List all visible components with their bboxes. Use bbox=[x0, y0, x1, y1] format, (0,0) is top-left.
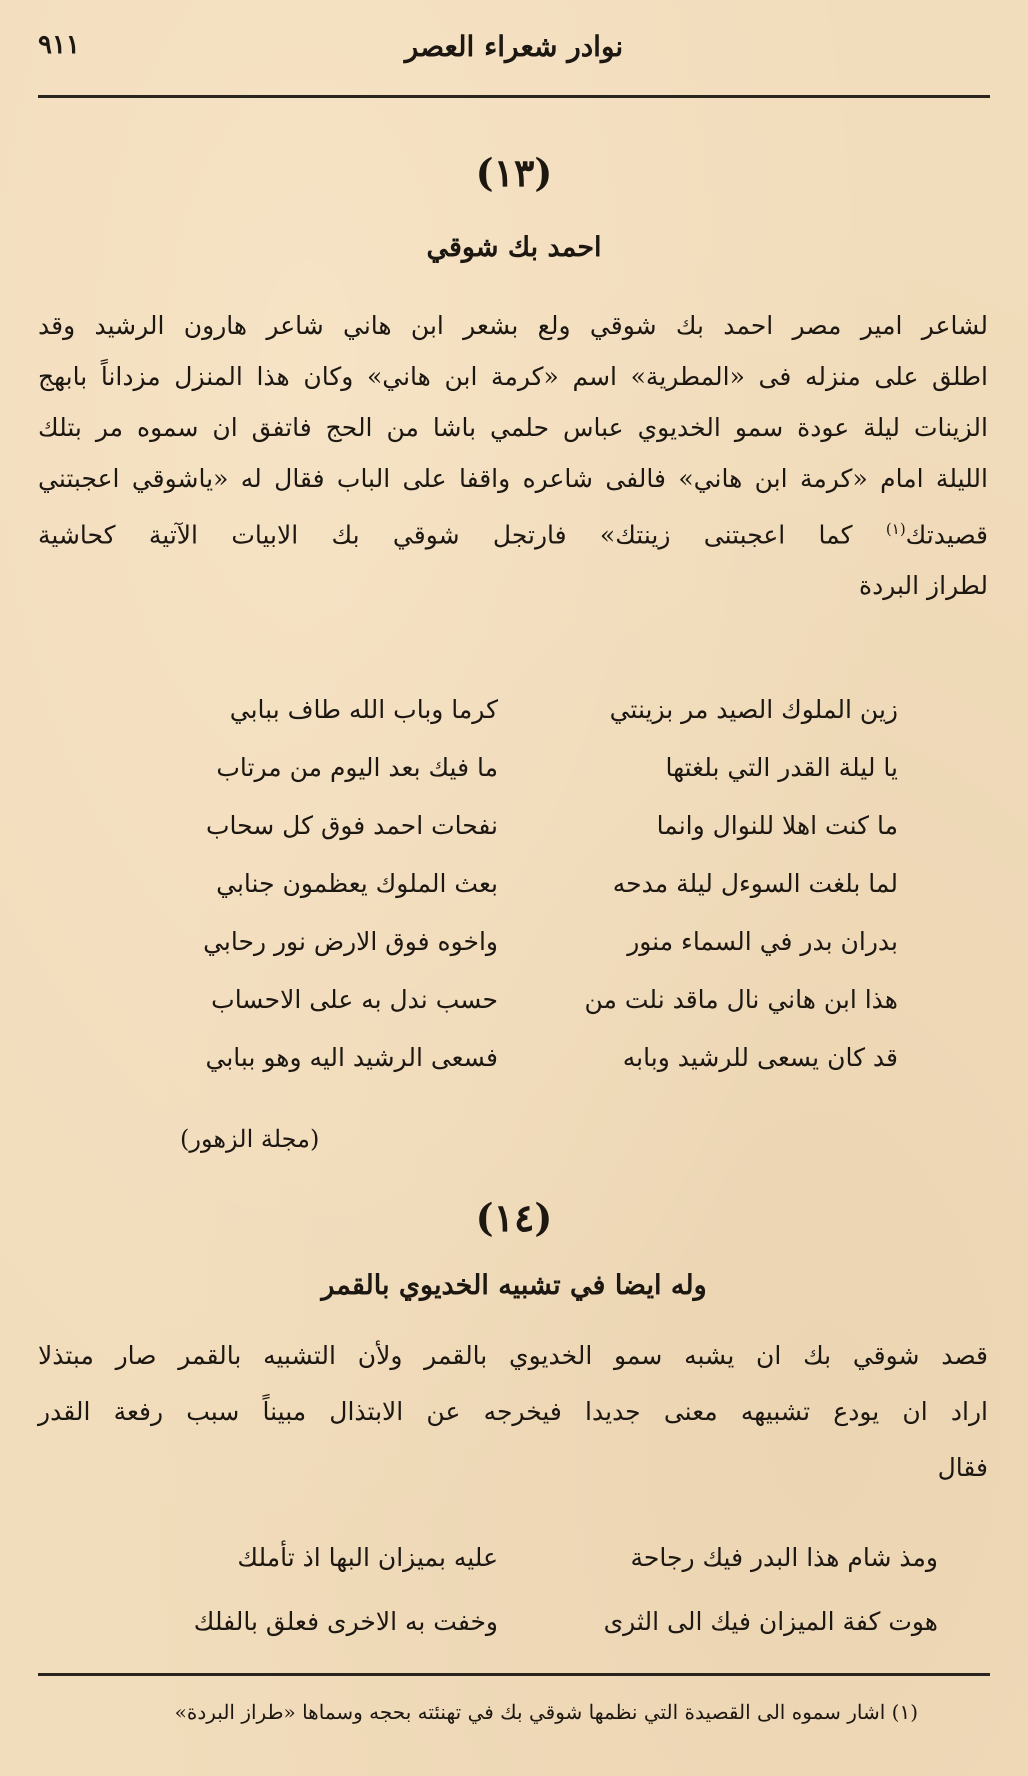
source-citation: (مجلة الزهور) bbox=[180, 1125, 320, 1153]
prose-line: فقال bbox=[937, 1453, 988, 1482]
section-number-13: (١٣) bbox=[475, 150, 553, 195]
prose-line: لشاعر امير مصر احمد بك شوقي ولع بشعر ابن هاني شاعر هارون الرشيد وقد bbox=[38, 311, 988, 340]
section-13-prose bbox=[38, 300, 988, 611]
prose-text: كما اعجبتنى زينتك» فارتجل شوقي بك الابيات الآتية كحاشية bbox=[38, 520, 853, 550]
hemistich-second: ما فيك بعد اليوم من مرتاب bbox=[216, 752, 498, 782]
hemistich-first: يا ليلة القدر التي بلغتها bbox=[665, 752, 898, 782]
prose-line: الليلة امام «كرمة ابن هاني» فالفى شاعره واقفا على الباب فقال له «ياشوقي اعجبتني bbox=[38, 464, 988, 493]
hemistich-second: وخفت به الاخرى فعلق بالفلك bbox=[193, 1606, 498, 1636]
hemistich-second: واخوه فوق الارض نور رحابي bbox=[203, 926, 498, 956]
prose-line: اراد ان يودع تشبيهه معنى جديدا فيخرجه عن الابتذال مبيناً سبب رفعة القدر bbox=[38, 1397, 988, 1426]
footnote-rule bbox=[38, 1673, 990, 1676]
prose-line: لطراز البردة bbox=[858, 571, 988, 601]
hemistich-first: هوت كفة الميزان فيك الى الثرى bbox=[603, 1606, 938, 1636]
verse bbox=[128, 738, 898, 796]
verse bbox=[128, 970, 898, 1028]
section-title-13: احمد بك شوقي bbox=[426, 232, 602, 263]
section-14-prose bbox=[38, 1328, 988, 1496]
poem-13 bbox=[128, 680, 898, 1086]
hemistich-second: عليه بميزان البها اذ تأملك bbox=[237, 1542, 498, 1572]
hemistich-first: قد كان يسعى للرشيد وبابه bbox=[622, 1042, 898, 1072]
hemistich-first: بدران بدر في السماء منور bbox=[627, 926, 898, 956]
header-rule bbox=[38, 95, 990, 98]
prose-line: الزينات ليلة عودة سمو الخديوي عباس حلمي باشا من الحج فاتفق ان سموه مر بتلك bbox=[38, 413, 988, 442]
hemistich-first: ومذ شام هذا البدر فيك رجاحة bbox=[630, 1542, 938, 1572]
prose-line: قصد شوقي بك ان يشبه سمو الخديوي بالقمر ولأن التشبيه بالقمر صار مبتذلا bbox=[38, 1341, 988, 1370]
poem-14 bbox=[118, 1525, 938, 1653]
hemistich-second: فسعى الرشيد اليه وهو ببابي bbox=[205, 1042, 498, 1072]
verse bbox=[118, 1525, 938, 1589]
section-number-14: (١٤) bbox=[475, 1195, 553, 1240]
verse bbox=[128, 912, 898, 970]
hemistich-first: ما كنت اهلا للنوال وانما bbox=[656, 810, 898, 840]
hemistich-second: نفحات احمد فوق كل سحاب bbox=[206, 810, 498, 840]
hemistich-first: لما بلغت السوءل ليلة مدحه bbox=[612, 868, 898, 898]
verse bbox=[118, 1589, 938, 1653]
footnote-reference[interactable]: (١) bbox=[885, 520, 906, 538]
footnote: (١) اشار سموه الى القصيدة التي نظمها شوقي بك في تهنئته بحجه وسماها «طراز البردة» bbox=[174, 1700, 918, 1724]
running-head bbox=[38, 30, 990, 74]
verse bbox=[128, 680, 898, 738]
prose-line: اطلق على منزله فى «المطرية» اسم «كرمة ابن هاني» وكان هذا المنزل مزداناً بابهج bbox=[38, 362, 988, 391]
verse bbox=[128, 854, 898, 912]
verse bbox=[128, 796, 898, 854]
hemistich-first: زين الملوك الصيد مر بزينتي bbox=[609, 694, 898, 724]
section-title-14: وله ايضا في تشبيه الخديوي بالقمر bbox=[321, 1270, 707, 1301]
prose-text: قصيدتك bbox=[905, 520, 988, 550]
prose-line bbox=[38, 504, 988, 560]
hemistich-second: حسب ندل به على الاحساب bbox=[211, 984, 498, 1014]
hemistich-second: بعث الملوك يعظمون جنابي bbox=[216, 868, 498, 898]
hemistich-first: هذا ابن هاني نال ماقد نلت من bbox=[584, 984, 898, 1014]
hemistich-second: كرما وباب الله طاف ببابي bbox=[229, 694, 498, 724]
running-title: نوادر شعراء العصر bbox=[404, 30, 624, 63]
page-number: ٩١١ bbox=[38, 30, 80, 60]
verse bbox=[128, 1028, 898, 1086]
